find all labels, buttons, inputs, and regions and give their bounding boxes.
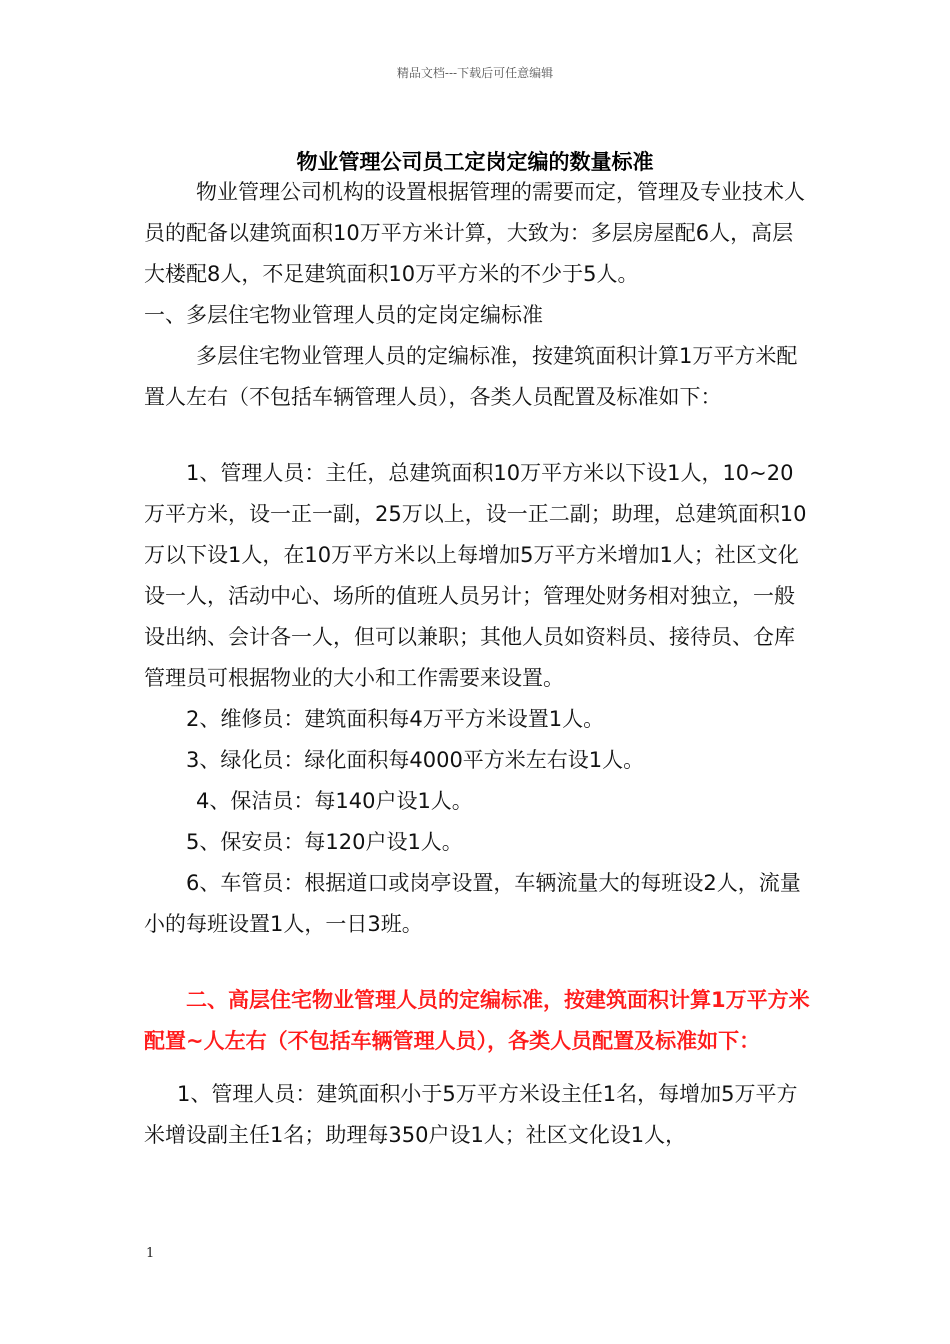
s1-item-5: 5、保安员：每120户设1人。	[186, 830, 463, 854]
s1-item-6: 6、车管员：根据道口或岗亭设置，车辆流量大的每班设2人，流量小的每班设置1人，一日3班。	[144, 871, 801, 936]
section1-intro: 多层住宅物业管理人员的定编标准，按建筑面积计算1万平方米配置人左右（不包括车辆管理人员），各类人员配置及标准如下：	[144, 344, 798, 409]
page-number: 1	[146, 1246, 155, 1261]
s1-item-3: 3、绿化员：绿化面积每4000平方米左右设1人。	[186, 748, 645, 772]
section2-heading: 二、高层住宅物业管理人员的定编标准，按建筑面积计算1万平方米配置~人左右（不包括车辆管理人员），各类人员配置及标准如下：	[144, 988, 810, 1053]
spacer	[144, 945, 814, 980]
document-body	[144, 172, 814, 1156]
spacer	[144, 418, 814, 453]
intro-paragraph: 物业管理公司机构的设置根据管理的需要而定，管理及专业技术人员的配备以建筑面积10万平方米计算，大致为：多层房屋配6人，高层大楼配8人，不足建筑面积10万平方米的不少于5人。	[144, 180, 805, 286]
section1-heading: 一、多层住宅物业管理人员的定岗定编标准	[144, 303, 543, 327]
s1-item-4: 4、保洁员：每140户设1人。	[196, 789, 473, 813]
s1-item-2: 2、维修员：建筑面积每4万平方米设置1人。	[186, 707, 605, 731]
page-header: 精品文档---下载后可任意编辑	[396, 66, 554, 80]
s1-item-1: 1、管理人员：主任，总建筑面积10万平方米以下设1人，10~20万平方米，设一正一副，25万以上，设一正二副；助理，总建筑面积10万以下设1人，在10万平方米以上每增加5万平方米增加1人；社区文化设一人，活动中心、场所的值班人员另计；管理处财务相对独立，一般设出纳、会计各一人，但可以兼职；其他人员如资料员、接待员、仓库管理员可根据物业的大小和工作需要来设置。	[144, 461, 807, 690]
document-title: 物业管理公司员工定岗定编的数量标准	[296, 149, 654, 174]
spacer	[144, 1062, 814, 1074]
s2-item-1: 1、管理人员：建筑面积小于5万平方米设主任1名，每增加5万平方米增设副主任1名；助理每350户设1人；社区文化设1人，	[144, 1082, 798, 1147]
